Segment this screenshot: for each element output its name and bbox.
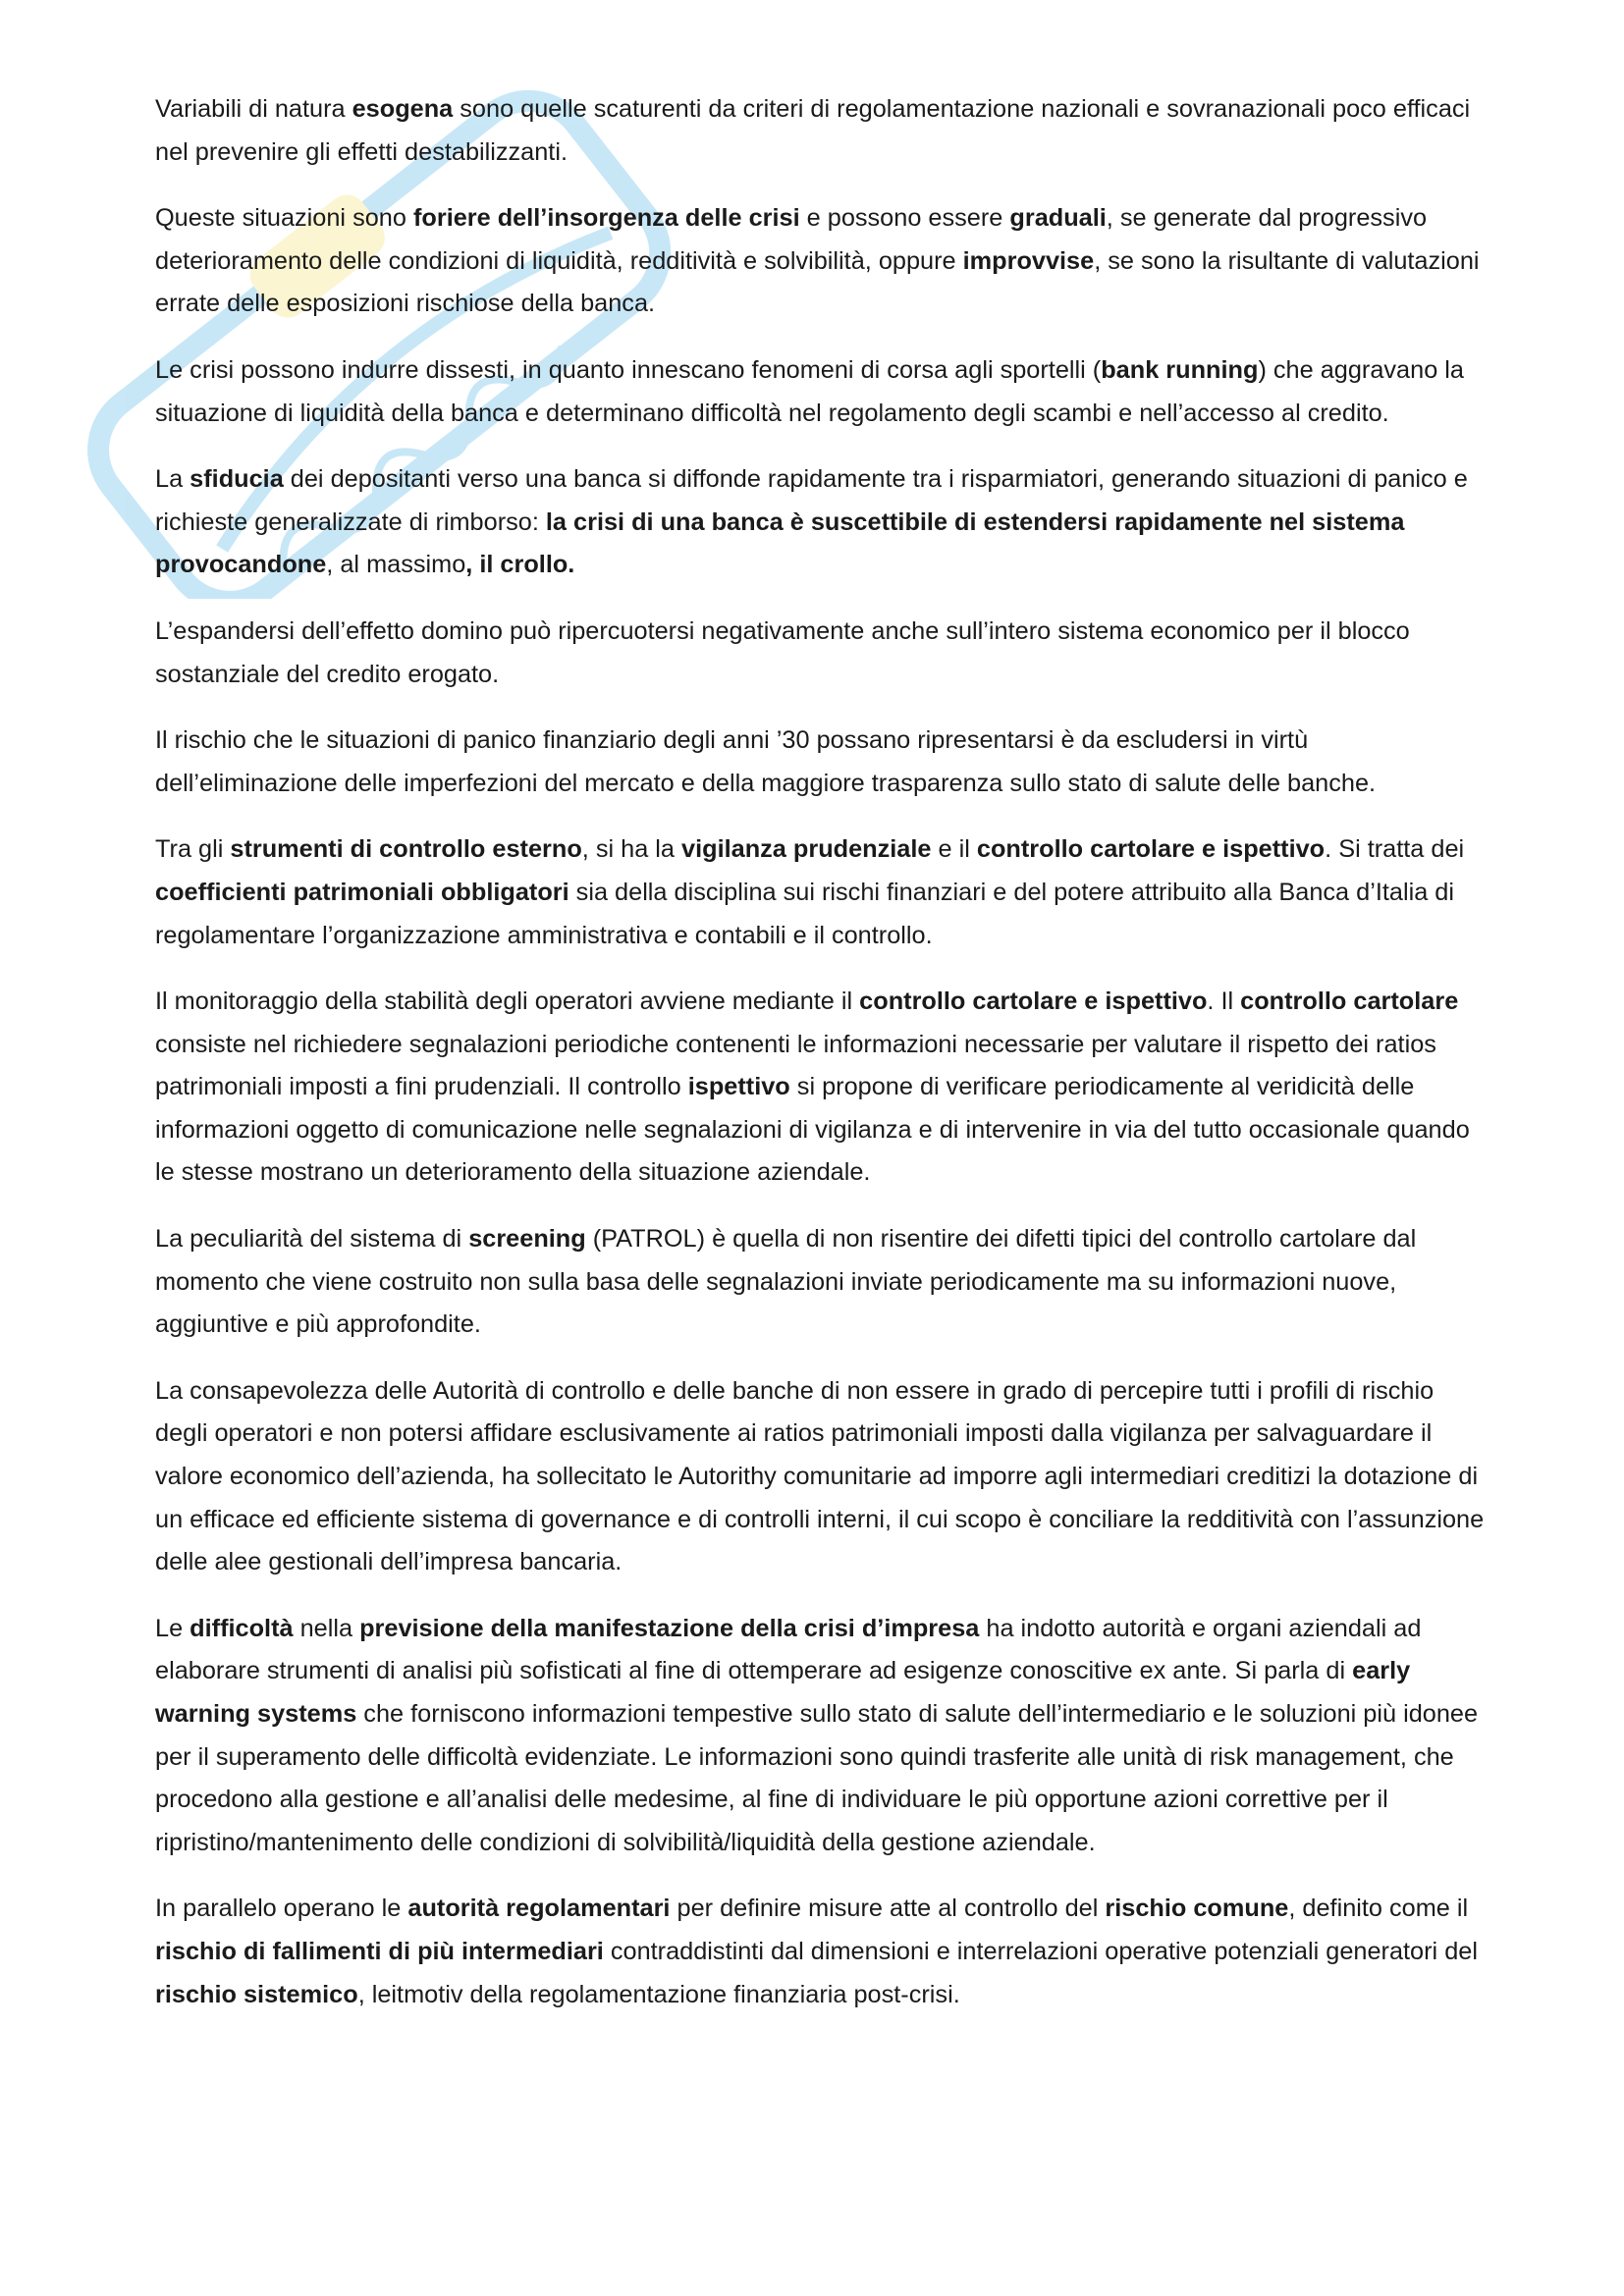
text-run: , leitmotiv della regolamentazione finanziaria post-crisi.	[357, 1980, 960, 2008]
text-run: . Si tratta dei	[1325, 835, 1465, 864]
bold-term: sfiducia	[189, 465, 284, 494]
text-run: . Il	[1207, 988, 1241, 1016]
bold-term: autorità regolamentari	[407, 1895, 671, 1923]
text-run: ) che aggravano la situazione di liquidità della banca e determinano difficoltà nel regolamento degli scambi e nell’accesso al credito.	[155, 355, 1464, 427]
paragraph-2	[155, 197, 1492, 326]
text-run: nella	[293, 1614, 360, 1642]
paragraph-8	[155, 981, 1492, 1195]
text-run: contraddistinti dal dimensioni e interrelazioni operative potenziali generatori del	[603, 1937, 1478, 1965]
bold-term: , il crollo.	[465, 551, 575, 579]
bold-term: foriere dell’insorgenza delle crisi	[412, 204, 800, 233]
bold-term: controllo cartolare	[1240, 988, 1459, 1016]
bold-term: controllo cartolare e ispettivo	[859, 988, 1208, 1016]
text-run: consiste nel richiedere segnalazioni periodiche contenenti le informazioni necessarie per valutare il rispetto dei ratios patrimoniali imposti a fini prudenziali. Il controllo	[155, 1030, 1436, 1101]
bold-term: graduali	[1009, 204, 1107, 233]
paragraph-5	[155, 611, 1492, 696]
bold-term: bank running	[1101, 355, 1259, 384]
text-run: , definito come il	[1288, 1895, 1469, 1923]
paragraph-6	[155, 720, 1492, 805]
bold-term: previsione della manifestazione della crisi d’impresa	[359, 1614, 980, 1642]
bold-term: rischio sistemico	[155, 1980, 358, 2008]
paragraph-4	[155, 458, 1492, 587]
bold-term: esogena	[352, 95, 454, 123]
text-run: e possono essere	[799, 204, 1010, 233]
paragraph-7	[155, 828, 1492, 957]
text-run: La consapevolezza delle Autorità di controllo e delle banche di non essere in grado di percepire tutti i profili di rischio degli operatori e non potersi affidare esclusivamente ai ratios patrimoniali imposti dalla vigilanza per salvaguardare il valore economico dell’azienda, ha sollecitato le Autorithy comunitarie ad imporre agli intermediari creditizi la dotazione di un efficace ed efficiente sistema di governance e di controlli interni, il cui scopo è conciliare la redditività con l’assunzione delle alee gestionali dell’impresa bancaria.	[155, 1376, 1485, 1576]
text-run: che forniscono informazioni tempestive sullo stato di salute dell’intermediario e le soluzioni più idonee per il superamento delle difficoltà evidenziate. Le informazioni sono quindi trasferite alle unità di risk management, che procedono alla gestione e all’analisi delle medesime, al fine di individuare le più opportune azioni correttive per il ripristino/mantenimento delle condizioni di solvibilità/liquidità della gestione aziendale.	[155, 1700, 1479, 1856]
bold-term: improvvise	[962, 246, 1095, 275]
text-run: dei depositanti verso una banca si diffonde rapidamente tra i risparmiatori, generando situazioni di panico e richieste generalizzate di rimborso:	[155, 465, 1468, 536]
bold-term: ispettivo	[687, 1073, 790, 1101]
paragraph-11	[155, 1608, 1492, 1865]
text-run: Il rischio che le situazioni di panico finanziario degli anni ’30 possano ripresentarsi è da escludersi in virtù dell’eliminazione delle imperfezioni del mercato e della maggiore trasparenza sullo stato di salute delle banche.	[155, 726, 1377, 797]
paragraph-10	[155, 1370, 1492, 1584]
text-run: Il monitoraggio della stabilità degli operatori avviene mediante il	[155, 988, 860, 1016]
text-run: Le crisi possono indurre dissesti, in quanto innescano fenomeni di corsa agli sportelli (	[155, 355, 1102, 384]
bold-term: vigilanza prudenziale	[681, 835, 932, 864]
text-run: , se generate dal progressivo deterioramento delle condizioni di liquidità, redditività e solvibilità, oppure	[155, 204, 1428, 275]
text-run: si propone di verificare periodicamente al veridicità delle informazioni oggetto di comunicazione nelle segnalazioni di vigilanza e di intervenire in via del tutto occasionale quando le stesse mostrano un deterioramento della situazione aziendale.	[155, 1073, 1470, 1187]
bold-term: difficoltà	[189, 1614, 294, 1642]
paragraph-3	[155, 349, 1492, 435]
paragraph-9	[155, 1218, 1492, 1347]
text-run: ha indotto autorità e organi aziendali ad elaborare strumenti di analisi più sofisticati al fine di ottemperare ad esigenze conoscitive ex ante. Si parla di	[155, 1614, 1422, 1685]
text-run: Variabili di natura	[155, 95, 352, 123]
text-run: La	[155, 465, 190, 494]
document-page	[155, 88, 1492, 2040]
bold-term: rischio comune	[1105, 1895, 1289, 1923]
text-run: per definire misure atte al controllo del	[670, 1895, 1106, 1923]
text-run: (PATROL) è quella di non risentire dei difetti tipici del controllo cartolare dal momento che viene costruito non sulla basa delle segnalazioni inviate periodicamente ma su informazioni nuove, aggiuntive e più approfondite.	[155, 1225, 1417, 1339]
bold-term: coefficienti patrimoniali obbligatori	[155, 878, 569, 906]
text-run: Queste situazioni sono	[155, 204, 413, 233]
bold-term: la crisi di una banca è suscettibile di estendersi rapidamente nel sistema provocandone	[155, 507, 1405, 579]
text-run: La peculiarità del sistema di	[155, 1225, 469, 1254]
bold-term: strumenti di controllo esterno	[230, 835, 582, 864]
bold-term: rischio di fallimenti di più intermediari	[155, 1937, 604, 1965]
text-run: , si ha la	[581, 835, 682, 864]
paragraph-12	[155, 1888, 1492, 2016]
bold-term: controllo cartolare e ispettivo	[976, 835, 1326, 864]
text-run: , al massimo	[326, 551, 466, 579]
bold-term: early warning systems	[155, 1657, 1411, 1728]
text-run: sono quelle scaturenti da criteri di regolamentazione nazionali e sovranazionali poco efficaci nel prevenire gli effetti destabilizzanti.	[155, 95, 1471, 166]
text-run: e il	[931, 835, 977, 864]
text-run: , se sono la risultante di valutazioni errate delle esposizioni rischiose della banca.	[155, 246, 1480, 318]
text-run: sia della disciplina sui rischi finanziari e del potere attribuito alla Banca d’Italia di regolamentare l’organizzazione amministrativa e contabili e il controllo.	[155, 878, 1454, 949]
text-run: Tra gli	[155, 835, 231, 864]
bold-term: screening	[468, 1225, 586, 1254]
paragraph-1	[155, 88, 1492, 174]
text-run: In parallelo operano le	[155, 1895, 408, 1923]
text-run: L’espandersi dell’effetto domino può ripercuotersi negativamente anche sull’intero sistema economico per il blocco sostanziale del credito erogato.	[155, 616, 1410, 688]
text-run: Le	[155, 1614, 190, 1642]
